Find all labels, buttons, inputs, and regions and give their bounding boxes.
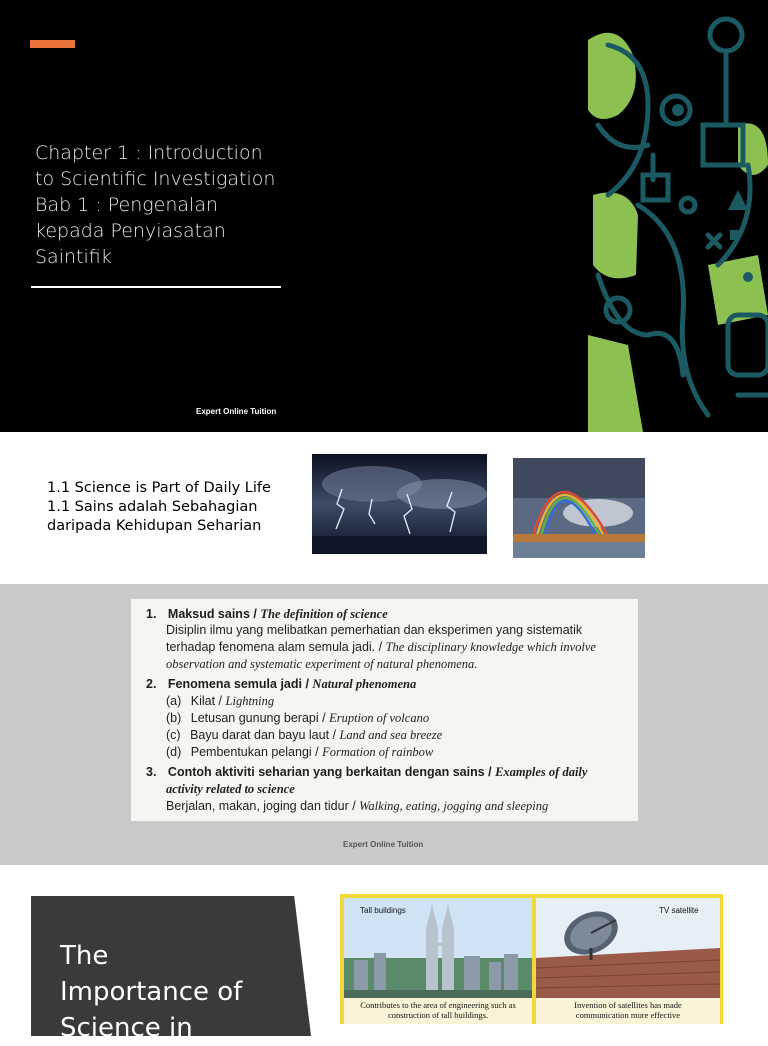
item-heading: Maksud sains / (167, 607, 261, 621)
title-line: Chapter 1 : Introduction (35, 142, 263, 164)
activity-line-en: Walking, eating, jogging and sleeping (359, 799, 549, 813)
section-heading (47, 479, 271, 536)
title-divider (31, 286, 281, 288)
example-text: Letusan gunung berapi / (190, 711, 330, 725)
example-text-en: Formation of rainbow (322, 745, 434, 759)
definition-line: terhadap fenomena alam semula jadi. / (166, 640, 386, 654)
heading-line: 1.1 Sains adalah Sebahagian (47, 499, 258, 515)
title-line: Importance of (60, 977, 243, 1007)
title-line: Saintifik (35, 246, 112, 268)
example-text-en: Eruption of volcano (329, 711, 430, 725)
item-heading-en: Examples of daily (495, 765, 588, 779)
heading-line: daripada Kehidupan Seharian (47, 518, 262, 534)
example-text-en: Lightning (225, 694, 275, 708)
item-heading-en: activity related to science (166, 782, 295, 796)
caption-line: Contributes to the area of engineering such as (360, 1000, 516, 1010)
slide-title (60, 938, 242, 1046)
title-line: to Scientific Investigation (35, 168, 276, 190)
picture-caption (536, 998, 720, 1024)
accent-bar (30, 40, 75, 48)
item-number: 3. (146, 765, 157, 779)
example-text: Bayu darat dan bayu laut / (190, 728, 340, 742)
title-line: kepada Penyiasatan (35, 220, 226, 242)
title-line: Science in (60, 1013, 193, 1043)
caption-line: communication more effective (575, 1010, 681, 1020)
definition-line: Disiplin ilmu yang melibatkan pemerhatian dan eksperimen yang sistematik (166, 623, 583, 637)
importance-slide (0, 865, 768, 1043)
item-heading-en: The definition of science (260, 607, 388, 621)
slide-footer: Expert Online Tuition (196, 407, 277, 416)
example-text: Pembentukan pelangi / (190, 745, 323, 759)
example-label: (a) (166, 694, 182, 708)
content-slide (0, 584, 768, 865)
item-number: 1. (146, 607, 157, 621)
definition-line-en: The disciplinary knowledge which involve (385, 640, 596, 654)
item-number: 2. (146, 677, 157, 691)
title-line: Bab 1 : Pengenalan (35, 194, 219, 216)
lightning-photo (312, 454, 487, 554)
section-slide (0, 432, 768, 584)
slide-footer: Expert Online Tuition (343, 840, 424, 849)
caption-line: construction of tall buildings. (387, 1010, 489, 1020)
rainbow-photo (513, 458, 645, 558)
textbook-excerpt (131, 599, 638, 821)
activity-line: Berjalan, makan, joging dan tidur / (166, 799, 360, 813)
example-text: Kilat / (190, 694, 226, 708)
example-label: (d) (166, 745, 182, 759)
item-heading: Contoh aktiviti seharian yang berkaitan dengan sains / (167, 765, 496, 779)
item-heading: Fenomena semula jadi / (167, 677, 313, 691)
item-heading-en: Natural phenomena (312, 677, 417, 691)
definition-line-en: observation and systematic experiment of natural phenomena. (166, 657, 478, 671)
example-label: (c) (166, 728, 181, 742)
picture-label: TV satellite (659, 906, 699, 915)
science-doodle-illustration (588, 15, 768, 432)
caption-line: Invention of satellites has made (574, 1000, 682, 1010)
heading-line: 1.1 Science is Part of Daily Life (47, 480, 271, 496)
example-label: (b) (166, 711, 182, 725)
picture-caption (344, 998, 532, 1024)
picture-label: Tall buildings (360, 906, 406, 915)
title-slide (0, 0, 768, 432)
example-text-en: Land and sea breeze (339, 728, 443, 742)
slide-title (35, 140, 295, 270)
title-line: The (60, 941, 109, 971)
